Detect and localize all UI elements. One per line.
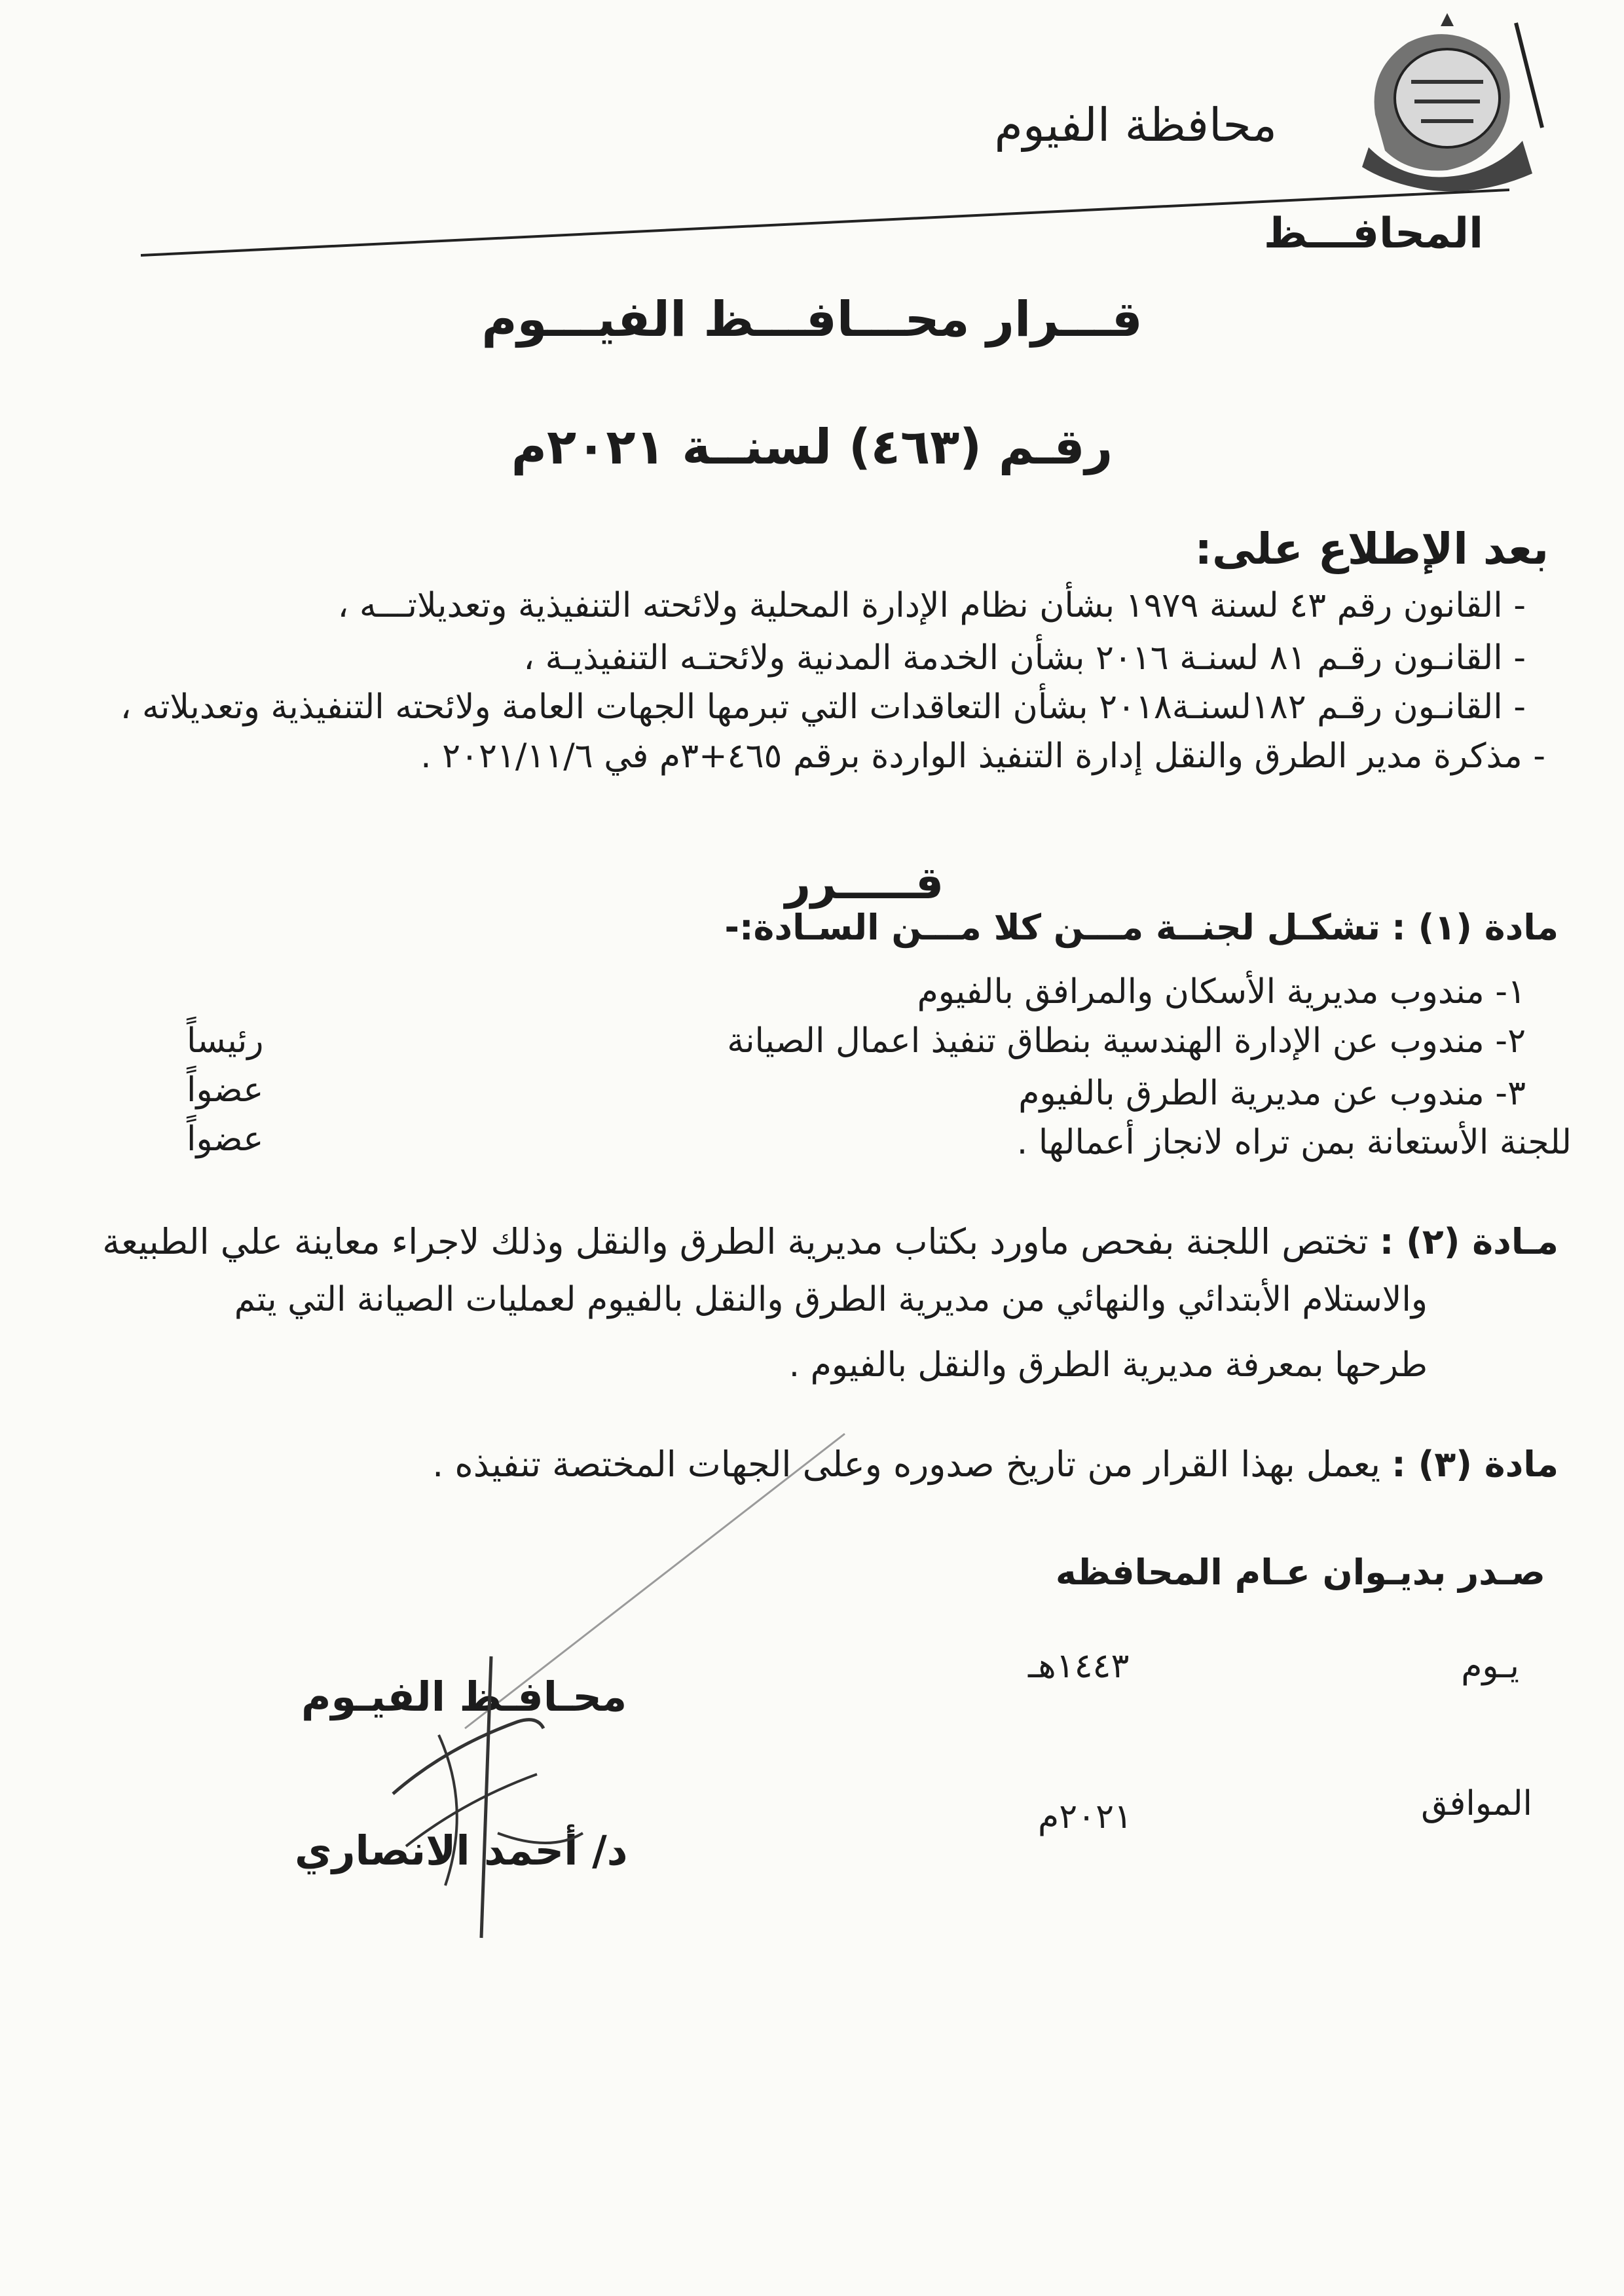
governorate-name: محافظة الفيوم (994, 98, 1277, 152)
article-text: تختص اللجنة بفحص ماورد بكتاب مديرية الطرق والنقل وذلك لاجراء معاينة علي الطبيعة (102, 1221, 1369, 1262)
article-label: مـادة (٢) : (1379, 1221, 1559, 1262)
hijri-date: ١٤٤٣هـ (1028, 1647, 1130, 1686)
member-role: عضواً (187, 1120, 264, 1159)
handwritten-signature-icon (367, 1637, 602, 1944)
committee-member: ١- مندوب مديرية الأسكان والمرافق بالفيوم (917, 972, 1526, 1011)
decree-title: قـــرار محـــافـــظ الفيـــوم (481, 291, 1143, 348)
member-role: رئيساً (187, 1021, 264, 1061)
decided-heading: قـــــرر (784, 858, 944, 909)
decree-number: رقـم (٤٦٣) لسنــة ٢٠٢١م (511, 419, 1113, 475)
governorate-emblem-icon (1349, 10, 1545, 193)
signatory-name: د/ أحمد الانصاري (295, 1827, 628, 1874)
preamble-item: - القانـون رقـم ٨١ لسنـة ٢٠١٦ بشأن الخدمة المدنية ولائحتـه التنفيذيـة ، (523, 638, 1526, 678)
issued-statement: صـدر بديـوان عـام المحافظه (1055, 1552, 1545, 1593)
gregorian-date: ٢٠٢١م (1038, 1797, 1132, 1836)
corresponding-label: الموافق (1421, 1784, 1532, 1823)
day-label: يـوم (1461, 1647, 1519, 1686)
office-label: المحافـــظ (1263, 210, 1483, 258)
article-text: تشكـل لجنــة مـــن كلا مـــن السـادة:- (724, 907, 1380, 948)
article-text: طرحها بمعرفة مديرية الطرق والنقل بالفيوم . (788, 1345, 1428, 1385)
article-text: يعمل بهذا القرار من تاريخ صدوره وعلى الجهات المختصة تنفيذه . (432, 1444, 1380, 1485)
member-role: عضواً (187, 1070, 264, 1110)
preamble-item: - مذكرة مدير الطرق والنقل إدارة التنفيذ الواردة برقم ٤٦٥+٣م في ٢٠٢١/١١/٦ . (420, 737, 1545, 776)
article-label: مادة (١) : (1392, 907, 1559, 948)
committee-member: ٣- مندوب عن مديرية الطرق بالفيوم (1018, 1074, 1526, 1113)
article-2 (102, 1221, 1559, 1262)
preamble-item: - القانـون رقـم ١٨٢لسنـة٢٠١٨ بشأن التعاقدات التي تبرمها الجهات العامة ولائحته التنفيذية وتعديلاته ، (120, 687, 1526, 727)
signatory-title: محـافـظ الفيـوم (301, 1673, 627, 1721)
article-text: والاستلام الأبتدائي والنهائي من مديرية الطرق والنقل بالفيوم لعمليات الصيانة التي يتم (234, 1280, 1428, 1319)
committee-note: للجنة الأستعانة بمن تراه لانجاز أعمالها . (1016, 1123, 1572, 1162)
preamble-heading: بعد الإطلاع على: (1194, 524, 1549, 574)
committee-member: ٢- مندوب عن الإدارة الهندسية بنطاق تنفيذ اعمال الصيانة (727, 1021, 1526, 1061)
article-label: مادة (٣) : (1392, 1444, 1559, 1485)
preamble-item: - القانون رقم ٤٣ لسنة ١٩٧٩ بشأن نظام الإدارة المحلية ولائحته التنفيذية وتعديلاتـــه ، (337, 586, 1526, 625)
article-1 (725, 907, 1559, 948)
